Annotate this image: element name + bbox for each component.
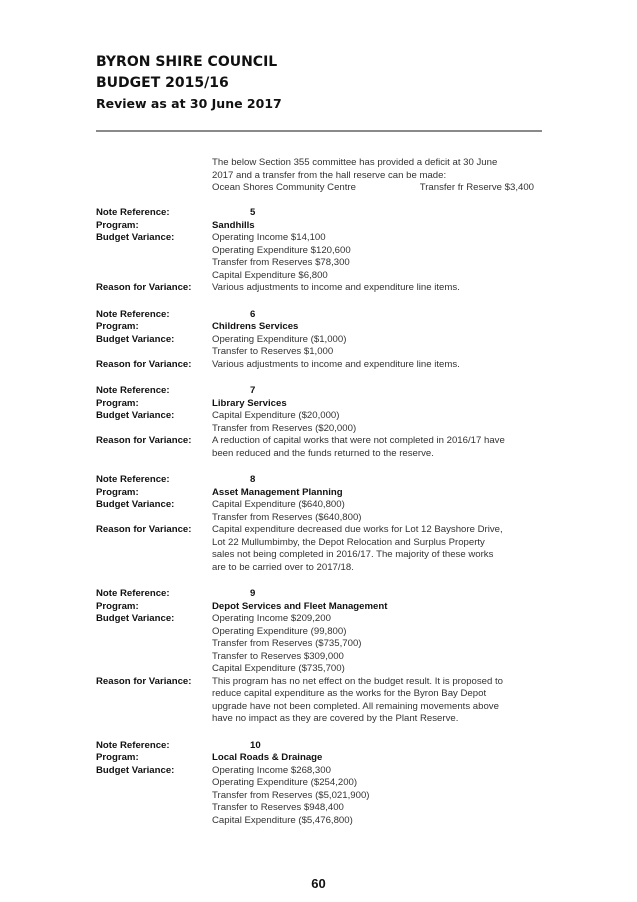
budget-variance-row	[96, 423, 556, 436]
note-reference-label: Note Reference:	[96, 474, 170, 485]
reason-label	[96, 537, 212, 550]
intro-reserve-row	[212, 182, 534, 195]
reason-label: Reason for Variance:	[96, 435, 192, 446]
reason-label: Reason for Variance:	[96, 524, 192, 535]
program-row	[96, 321, 556, 334]
budget-variance-label	[96, 346, 212, 359]
note-reference-value: 9	[250, 588, 256, 599]
budget-variance-item: Operating Expenditure ($254,200)	[212, 777, 358, 788]
program-label: Program:	[96, 219, 139, 231]
budget-variance-label: Budget Variance:	[96, 613, 175, 624]
program-label: Program:	[96, 752, 139, 763]
note-reference-row	[96, 309, 556, 322]
budget-variance-item: Operating Expenditure $120,600	[212, 244, 351, 256]
budget-variance-row	[96, 346, 556, 359]
header-divider	[96, 130, 542, 132]
reason-text: Lot 22 Mullumbimby, the Depot Relocation and Surplus Property	[212, 536, 485, 548]
reason-label: Reason for Variance:	[96, 282, 192, 293]
note-reference-row	[96, 588, 556, 601]
budget-variance-item: Capital Expenditure ($20,000)	[212, 410, 340, 421]
reason-label: Reason for Variance:	[96, 358, 192, 370]
note-reference-value: 7	[250, 385, 256, 396]
budget-variance-item: Transfer from Reserves $78,300	[212, 257, 350, 268]
budget-variance-row	[96, 232, 556, 245]
reason-row	[96, 524, 556, 537]
note-reference-label: Note Reference:	[96, 385, 170, 396]
budget-variance-row	[96, 765, 556, 778]
budget-variance-item: Transfer to Reserves $948,400	[212, 802, 344, 813]
budget-variance-item: Capital Expenditure ($5,476,800)	[212, 814, 353, 826]
note-reference-row	[96, 207, 556, 220]
note-reference-value: 6	[250, 308, 256, 320]
budget-variance-label	[96, 512, 212, 525]
document-header	[96, 52, 282, 113]
note-reference-label: Note Reference:	[96, 308, 170, 320]
reason-text: Capital expenditure decreased due works for Lot 12 Bayshore Drive,	[212, 524, 503, 535]
budget-variance-row	[96, 245, 556, 258]
council-name: BYRON SHIRE COUNCIL	[96, 54, 278, 70]
reason-row	[96, 537, 556, 550]
budget-variance-label: Budget Variance:	[96, 764, 175, 776]
reason-text: This program has no net effect on the budget result. It is proposed to	[212, 675, 504, 687]
budget-variance-label	[96, 663, 212, 676]
note-reference-row	[96, 740, 556, 753]
reason-label	[96, 713, 212, 726]
budget-variance-item: Capital Expenditure ($735,700)	[212, 663, 345, 674]
note-entry	[96, 207, 556, 295]
reason-row	[96, 549, 556, 562]
budget-variance-label: Budget Variance:	[96, 232, 175, 243]
reason-label	[96, 549, 212, 562]
reason-row	[96, 435, 556, 448]
budget-variance-label: Budget Variance:	[96, 410, 175, 421]
budget-variance-label: Budget Variance:	[96, 499, 175, 510]
page-number: 60	[311, 876, 326, 891]
note-reference-label: Note Reference:	[96, 207, 170, 218]
note-entry	[96, 385, 556, 460]
budget-variance-row	[96, 802, 556, 815]
budget-variance-item: Transfer from Reserves ($20,000)	[212, 422, 357, 434]
budget-variance-row	[96, 270, 556, 283]
reason-label	[96, 701, 212, 714]
budget-variance-label	[96, 790, 212, 803]
program-row	[96, 601, 556, 614]
budget-variance-row	[96, 790, 556, 803]
note-reference-value: 8	[250, 474, 256, 485]
variance-notes	[96, 207, 556, 841]
note-reference-row	[96, 385, 556, 398]
budget-variance-item: Operating Income $268,300	[212, 764, 331, 776]
reason-text: Various adjustments to income and expenditure line items.	[212, 282, 460, 293]
reason-row	[96, 562, 556, 575]
intro-line: The below Section 355 committee has provided a deficit at 30 June	[212, 157, 498, 168]
budget-variance-row	[96, 663, 556, 676]
budget-variance-row	[96, 638, 556, 651]
budget-variance-label	[96, 626, 212, 639]
budget-variance-item: Operating Income $209,200	[212, 613, 331, 624]
budget-variance-label	[96, 815, 212, 828]
program-row	[96, 398, 556, 411]
reason-row	[96, 359, 556, 372]
program-label: Program:	[96, 600, 139, 612]
budget-variance-label	[96, 638, 212, 651]
budget-variance-row	[96, 499, 556, 512]
budget-variance-label	[96, 651, 212, 664]
note-reference-value: 10	[250, 739, 261, 751]
intro-paragraph	[212, 157, 547, 195]
reason-label	[96, 562, 212, 575]
note-entry	[96, 588, 556, 726]
reason-text: upgrade have not been completed. All remaining movements above	[212, 700, 499, 712]
note-reference-label: Note Reference:	[96, 588, 170, 599]
program-name: Library Services	[212, 397, 287, 409]
budget-variance-item: Transfer from Reserves ($5,021,900)	[212, 789, 370, 801]
budget-variance-row	[96, 626, 556, 639]
budget-variance-row	[96, 815, 556, 828]
reason-label	[96, 448, 212, 461]
intro-line: 2017 and a transfer from the hall reserve can be made:	[212, 169, 447, 181]
note-entry	[96, 474, 556, 574]
reason-text: been reduced and the funds returned to the reserve.	[212, 447, 434, 459]
budget-variance-row	[96, 410, 556, 423]
budget-variance-row	[96, 613, 556, 626]
note-entry	[96, 309, 556, 372]
program-name: Asset Management Planning	[212, 486, 343, 498]
reason-row	[96, 282, 556, 295]
budget-variance-row	[96, 777, 556, 790]
program-label: Program:	[96, 486, 139, 498]
budget-variance-label	[96, 802, 212, 815]
reason-text: are to be carried over to 2017/18.	[212, 561, 354, 573]
program-name: Sandhills	[212, 219, 255, 231]
budget-variance-row	[96, 334, 556, 347]
budget-variance-row	[96, 512, 556, 525]
reason-row	[96, 713, 556, 726]
note-reference-label: Note Reference:	[96, 739, 170, 751]
budget-variance-item: Transfer to Reserves $1,000	[212, 346, 334, 357]
program-name: Depot Services and Fleet Management	[212, 600, 388, 612]
budget-variance-item: Transfer to Reserves $309,000	[212, 650, 344, 662]
budget-variance-item: Transfer from Reserves ($735,700)	[212, 638, 362, 649]
budget-variance-label	[96, 270, 212, 283]
reason-row	[96, 688, 556, 701]
budget-variance-label	[96, 257, 212, 270]
note-entry	[96, 740, 556, 828]
reason-row	[96, 676, 556, 689]
program-row	[96, 220, 556, 233]
budget-variance-item: Capital Expenditure ($640,800)	[212, 499, 345, 510]
program-name: Local Roads & Drainage	[212, 752, 323, 763]
program-name: Childrens Services	[212, 321, 299, 332]
budget-variance-item: Capital Expenditure $6,800	[212, 269, 328, 281]
budget-variance-label: Budget Variance:	[96, 333, 175, 345]
reason-label: Reason for Variance:	[96, 675, 192, 687]
reason-text: Various adjustments to income and expenditure line items.	[212, 358, 460, 370]
reason-text: sales not being completed in 2016/17. The majority of these works	[212, 549, 494, 560]
reason-row	[96, 701, 556, 714]
reason-text: reduce capital expenditure as the works for the Byron Bay Depot	[212, 688, 487, 699]
reason-text: A reduction of capital works that were not completed in 2016/17 have	[212, 435, 505, 446]
program-label: Program:	[96, 321, 139, 332]
program-row	[96, 487, 556, 500]
note-reference-row	[96, 474, 556, 487]
budget-variance-label	[96, 423, 212, 436]
budget-variance-row	[96, 257, 556, 270]
intro-item: Ocean Shores Community Centre	[212, 182, 356, 193]
budget-variance-item: Operating Expenditure ($1,000)	[212, 333, 347, 345]
note-reference-value: 5	[250, 207, 256, 218]
review-date: Review as at 30 June 2017	[96, 96, 282, 111]
intro-amount: Transfer fr Reserve $3,400	[419, 182, 534, 193]
program-label: Program:	[96, 397, 139, 409]
reason-text: have no impact as they are covered by the Plant Reserve.	[212, 713, 459, 724]
budget-variance-label	[96, 245, 212, 258]
budget-variance-item: Operating Income $14,100	[212, 232, 326, 243]
budget-variance-item: Transfer from Reserves ($640,800)	[212, 511, 362, 523]
reason-label	[96, 688, 212, 701]
budget-variance-item: Operating Expenditure (99,800)	[212, 625, 347, 637]
budget-variance-row	[96, 651, 556, 664]
budget-title: BUDGET 2015/16	[96, 75, 229, 91]
budget-variance-label	[96, 777, 212, 790]
reason-row	[96, 448, 556, 461]
program-row	[96, 752, 556, 765]
